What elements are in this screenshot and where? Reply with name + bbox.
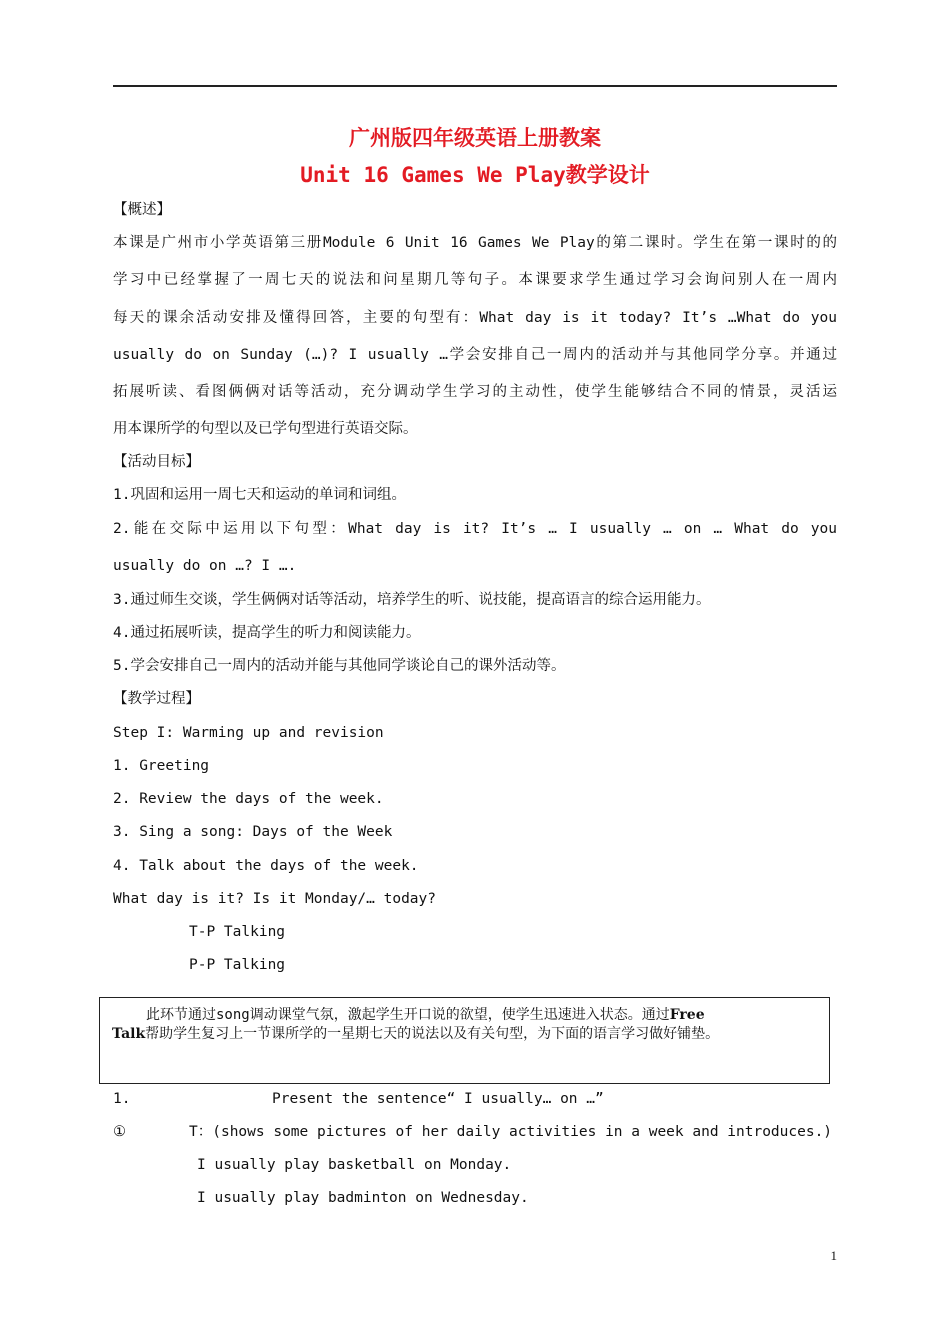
goal-item: 5.学会安排自己一周内的活动并能与其他同学谈论自己的课外活动等。: [113, 658, 566, 674]
goal-item: 1.巩固和运用一周七天和运动的单词和词组。: [113, 487, 406, 503]
header-rule: [113, 85, 837, 87]
process-heading: 【教学过程】: [113, 691, 200, 707]
step-item: 2. Review the days of the week.: [113, 791, 384, 807]
talk-item: P-P Talking: [189, 957, 286, 973]
step-item: 3. Sing a song: Days of the Week: [113, 824, 393, 840]
teacher-line: T：(shows some pictures of her daily activities in a week and introduces.): [189, 1124, 833, 1140]
teaching-note-box: [99, 997, 830, 1084]
note-line: [146, 1005, 705, 1025]
goal-item: 2.能在交际中运用以下句型：What day is it? It’s … I usually … on … What do you: [113, 521, 837, 537]
note-text: 此环节通过song调动课堂气氛，激起学生开口说的欲望，使学生迅速进入状态。通过: [146, 1007, 670, 1023]
goal-item-continued: usually do on …? I ….: [113, 558, 297, 574]
example-sentence: I usually play basketball on Monday.: [197, 1157, 512, 1173]
note-line: [112, 1024, 719, 1044]
overview-heading: 【概述】: [113, 202, 171, 218]
document-subtitle: Unit 16 Games We Play教学设计: [300, 163, 650, 187]
overview-line: 拓展听读、看图俩俩对话等活动，充分调动学生学习的主动性，使学生能够结合不同的情景，灵活运: [113, 384, 837, 400]
goal-item: 3.通过师生交谈，学生俩俩对话等活动，培养学生的听、说技能，提高语言的综合运用能力。: [113, 592, 711, 608]
talk-item: T-P Talking: [189, 924, 286, 940]
overview-line: 每天的课余活动安排及懂得回答，主要的句型有：What day is it today? It’s …What do you: [113, 310, 837, 326]
document-title: 广州版四年级英语上册教案: [349, 125, 601, 150]
overview-line: 本课是广州市小学英语第三册Module 6 Unit 16 Games We Play的第二课时。学生在第一课时的的: [113, 235, 837, 251]
step-item: 1. Greeting: [113, 758, 210, 774]
note-bold-text: Talk: [112, 1026, 146, 1042]
goal-item: 4.通过拓展听读，提高学生的听力和阅读能力。: [113, 625, 421, 641]
present-sentence: Present the sentence“ I usually… on …”: [272, 1091, 604, 1107]
example-sentence: I usually play badminton on Wednesday.: [197, 1190, 529, 1206]
overview-line: 学习中已经掌握了一周七天的说法和问星期几等句子。本课要求学生通过学习会询问别人在一周内: [113, 272, 837, 288]
page-number: 1: [830, 1248, 837, 1263]
goals-heading: 【活动目标】: [113, 454, 200, 470]
present-number: 1.: [113, 1091, 131, 1107]
step-item: 4. Talk about the days of the week.: [113, 858, 419, 874]
note-text: 帮助学生复习上一节课所学的一星期七天的说法以及有关句型，为下面的语言学习做好铺垫。: [145, 1026, 720, 1042]
circled-number: ①: [113, 1124, 126, 1140]
overview-line: usually do on Sunday (…)? I usually …学会安排自己一周内的活动并与其他同学分享。并通过: [113, 347, 837, 363]
step-question: What day is it? Is it Monday/… today?: [113, 891, 437, 907]
overview-line: 用本课所学的句型以及已学句型进行英语交际。: [113, 421, 418, 437]
step-heading: Step I: Warming up and revision: [113, 725, 384, 741]
note-bold-text: Free: [669, 1007, 705, 1023]
